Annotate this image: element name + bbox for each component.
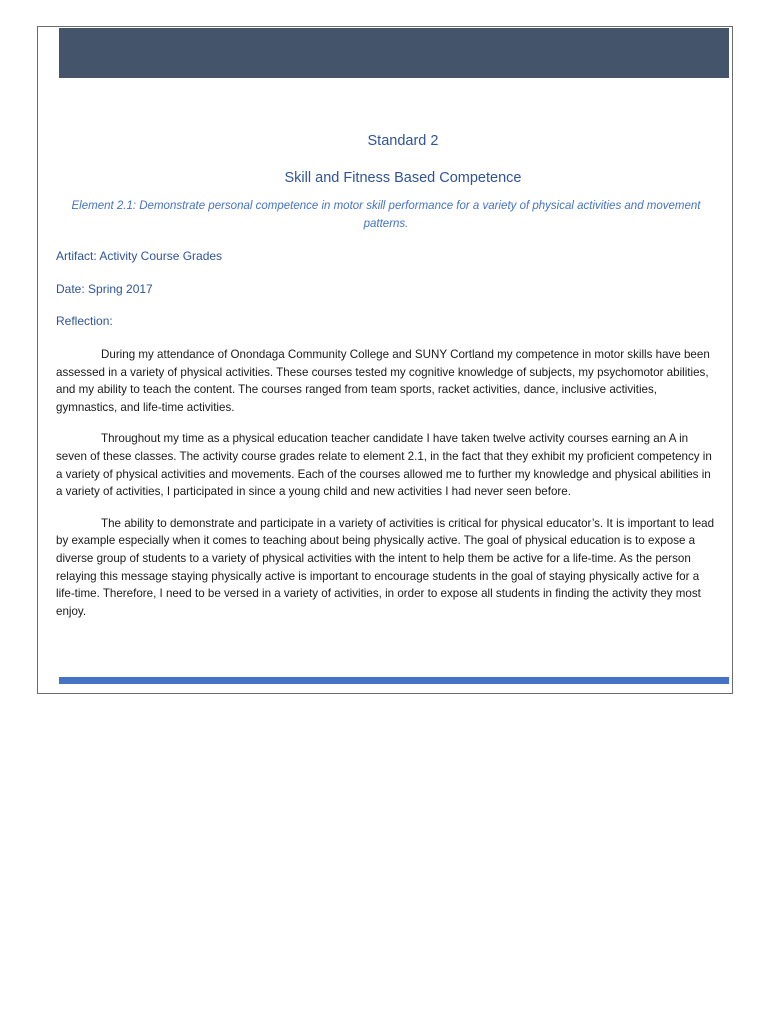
document-content — [56, 131, 716, 620]
reflection-label: Reflection: — [56, 314, 113, 328]
standard-title: Standard 2 — [367, 133, 439, 149]
date-line: Date: Spring 2017 — [56, 282, 153, 296]
footer-bar — [59, 677, 729, 684]
reflection-paragraph-1: During my attendance of Onondaga Community College and SUNY Cortland my competence in motor skills have been assessed in a variety of physical activities. These courses tested my cognitive knowledge of subjects, my psychomotor abilities, and my ability to teach the content. The courses ranged from team sports, racket activities, dance, inclusive activities, gymnastics, and life-time activities. — [56, 348, 710, 414]
reflection-paragraph-2: Throughout my time as a physical education teacher candidate I have taken twelve activity courses earning an A in seven of these classes. The activity course grades relate to element 2.1, in the fact that they exhibit my proficient competency in a variety of physical activities and movements. Each of the courses allowed me to further my knowledge and physical abilities in a variety of activities, I participated in since a young child and new activities I had never seen before. — [56, 432, 712, 499]
reflection-paragraph-3: The ability to demonstrate and participate in a variety of activities is critical for physical educator’s. It is important to lead by example especially when it comes to teaching about being physically active. The goal of physical education is to expose a diverse group of students to a variety of physical activities with the intent to help them be active for a life-time. As the person relaying this message staying physically active is important to encourage students in the goal of staying physically active for a life-time. Therefore, I need to be versed in a variety of activities, in order to expose all students in finding the activity they most enjoy. — [56, 516, 715, 618]
header-bar — [59, 28, 729, 78]
standard-subtitle: Skill and Fitness Based Competence — [284, 170, 522, 186]
artifact-line: Artifact: Activity Course Grades — [56, 249, 223, 263]
document-page — [37, 26, 733, 694]
element-description: Element 2.1: Demonstrate personal competence in motor skill performance for a variety of physical activities and movement patterns. — [71, 200, 701, 230]
